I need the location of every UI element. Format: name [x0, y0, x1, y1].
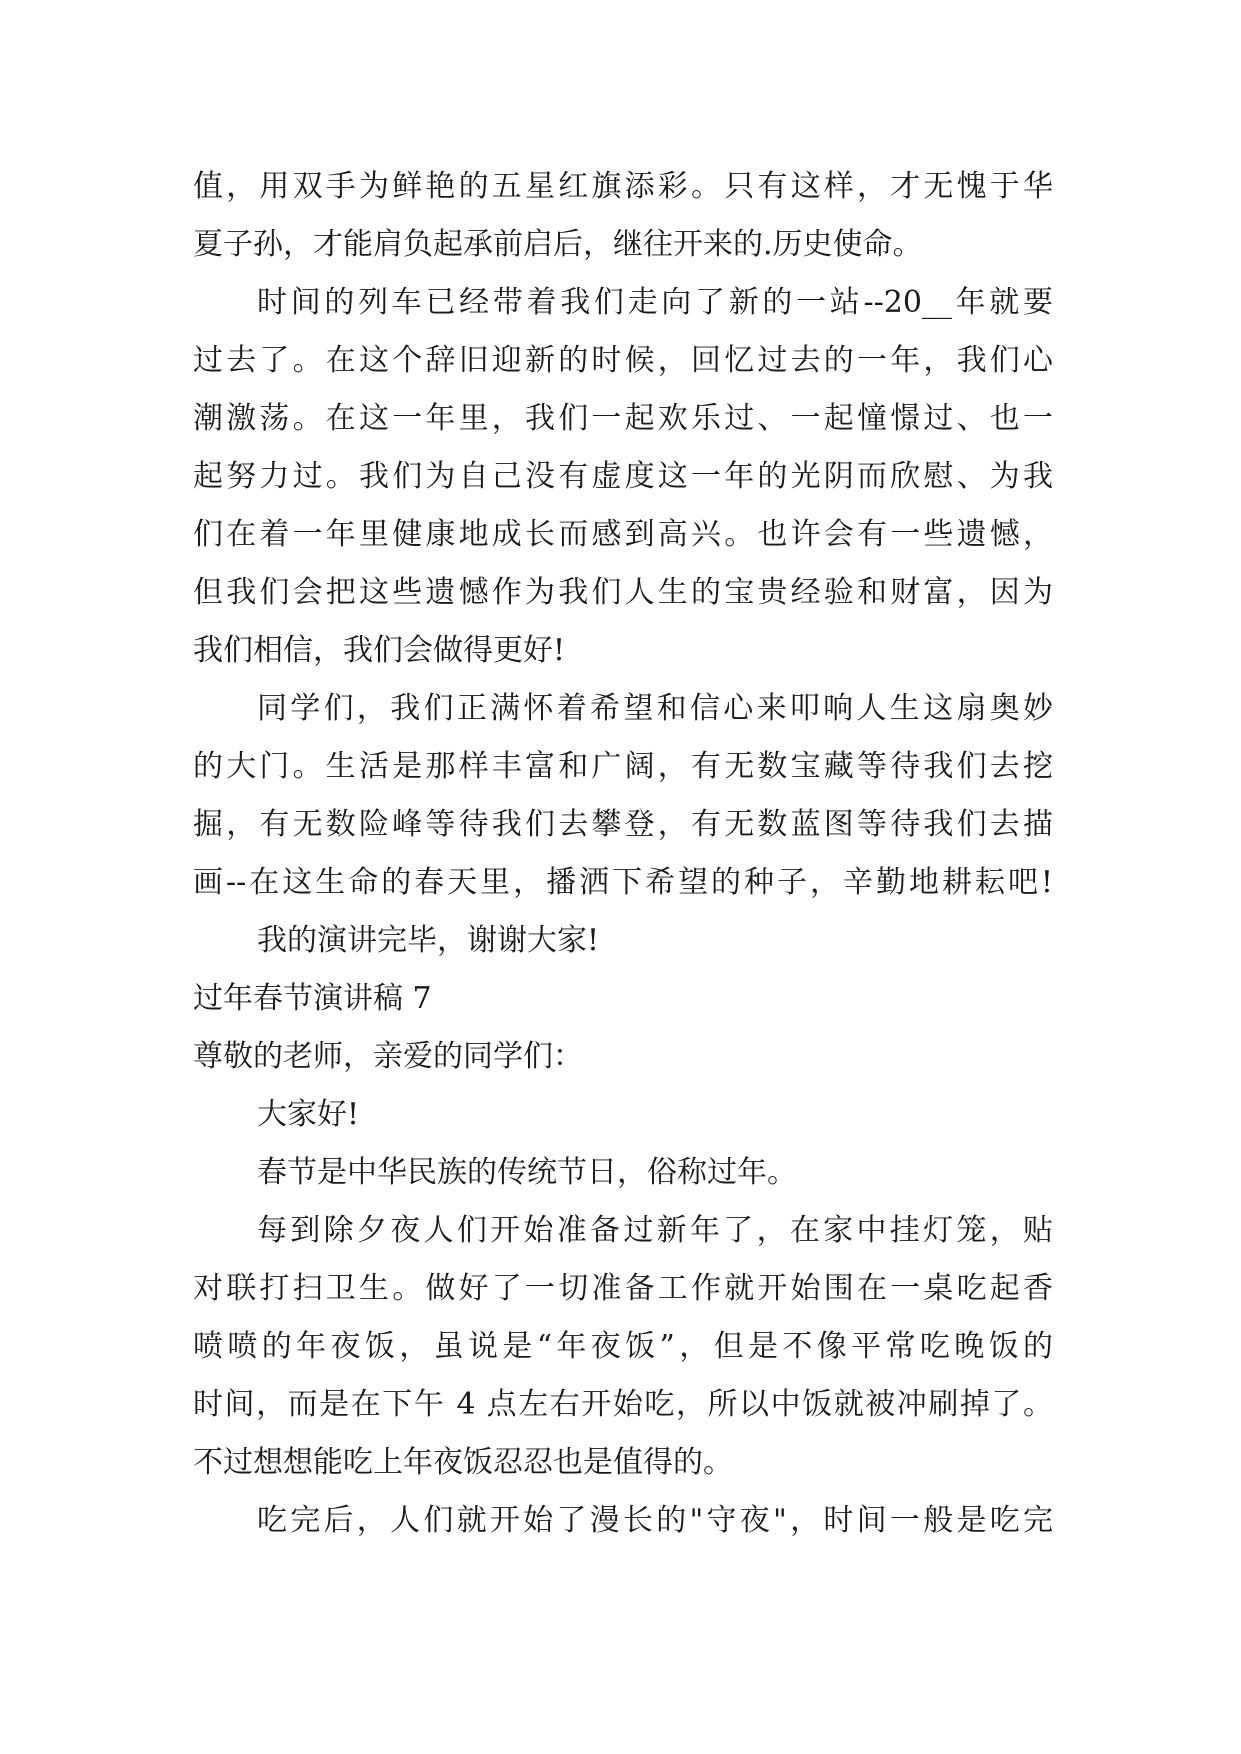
text-line: 夏子孙，才能肩负起承前启后，继往开来的.历史使命。 — [193, 227, 923, 262]
text-line: 掘，有无数险峰等待我们去攀登，有无数蓝图等待我们去描 — [193, 807, 1053, 842]
paragraph-start-line: 春节是中华民族的传统节日，俗称过年。 — [257, 1155, 797, 1190]
text-line: 潮激荡。在这一年里，我们一起欢乐过、一起憧憬过、也一 — [193, 401, 1053, 436]
salutation: 尊敬的老师，亲爱的同学们： — [193, 1039, 583, 1074]
text-line: 但我们会把这些遗憾作为我们人生的宝贵经验和财富，因为 — [193, 575, 1053, 610]
text-line: 我们相信，我们会做得更好! — [193, 633, 566, 668]
text-line: 值，用双手为鲜艳的五星红旗添彩。只有这样，才无愧于华 — [193, 169, 1053, 204]
text-line: 过去了。在这个辞旧迎新的时候，回忆过去的一年，我们心 — [193, 343, 1053, 378]
paragraph-start-line: 吃完后，人们就开始了漫长的"守夜"，时间一般是吃完 — [257, 1503, 1053, 1538]
section-heading: 过年春节演讲稿 7 — [193, 981, 432, 1016]
text-line: 们在着一年里健康地成长而感到高兴。也许会有一些遗憾， — [193, 517, 1053, 552]
text-line: 画--在这生命的春天里，播洒下希望的种子，辛勤地耕耘吧! — [193, 865, 1053, 900]
paragraph-start-line: 我的演讲完毕，谢谢大家! — [257, 923, 600, 958]
text-line: 起努力过。我们为自己没有虚度这一年的光阴而欣慰、为我 — [193, 459, 1053, 494]
paragraph-start-line: 同学们，我们正满怀着希望和信心来叩响人生这扇奥妙 — [257, 691, 1053, 726]
text-line: 对联打扫卫生。做好了一切准备工作就开始围在一桌吃起香 — [193, 1271, 1053, 1306]
text-line: 不过想想能吃上年夜饭忍忍也是值得的。 — [193, 1445, 733, 1480]
greeting-line: 大家好! — [257, 1097, 360, 1132]
text-line: 的大门。生活是那样丰富和广阔，有无数宝藏等待我们去挖 — [193, 749, 1053, 784]
document-body — [193, 158, 1053, 1550]
paragraph-start-line: 时间的列车已经带着我们走向了新的一站--20__年就要 — [257, 285, 1053, 320]
text-line: 时间，而是在下午 4 点左右开始吃，所以中饭就被冲刷掉了。 — [193, 1387, 1053, 1422]
text-line: 喷喷的年夜饭，虽说是“年夜饭”，但是不像平常吃晚饭的 — [193, 1329, 1053, 1364]
paragraph-start-line: 每到除夕夜人们开始准备过新年了，在家中挂灯笼，贴 — [257, 1213, 1053, 1248]
